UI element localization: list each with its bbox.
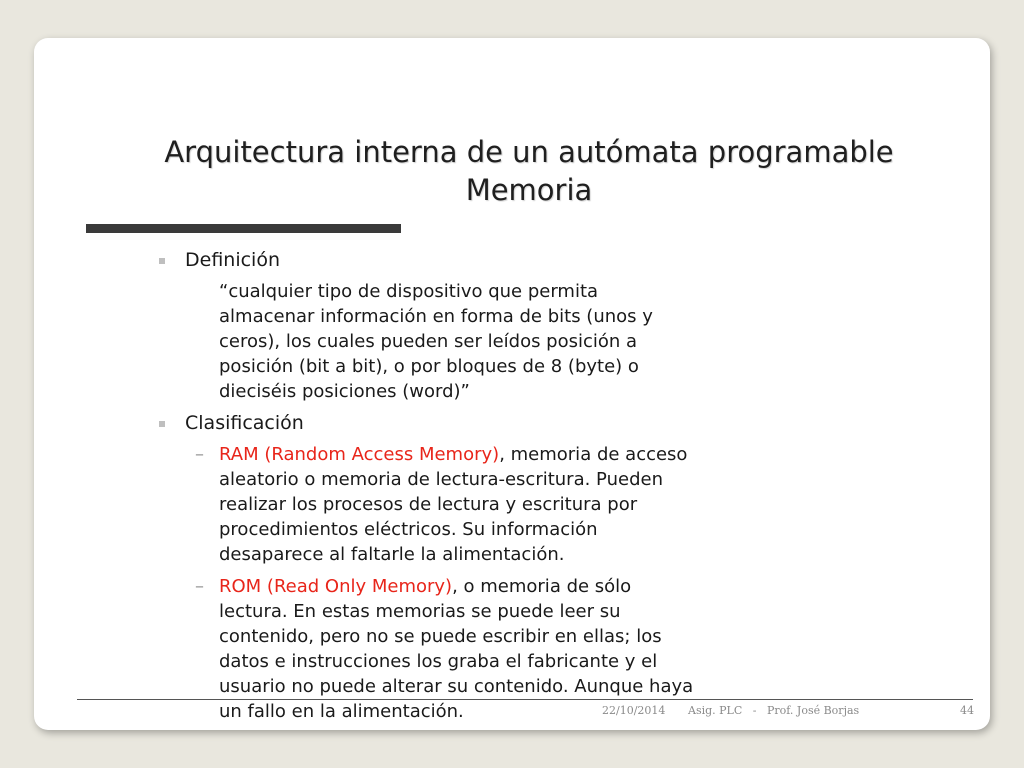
definition-text: “cualquier tipo de dispositivo que permita almacenar información en forma de bits (unos y ceros), los cuales pueden ser leídos posición a posición (bit a bit), o por bloques de 8 (byte) o dieciséis posiciones (word)” [219,281,653,402]
slide-title [114,133,944,209]
dash-bullet-icon: – [195,444,204,465]
title-line-2: Memoria [465,173,593,207]
sub-bullet-rom [195,574,699,724]
footer-divider [77,699,973,700]
bullet-label: Definición [185,249,280,271]
rom-term: ROM (Read Only Memory) [219,576,453,597]
bullet-label: Clasificación [185,412,304,434]
rom-description: , o memoria de sólo lectura. En estas memorias se puede leer su contenido, pero no se puede escribir en ellas; los datos e instrucciones los graba el fabricante y el usuario no puede alterar su contenido. Aunque haya un fallo en la alimentación. [219,576,694,722]
footer-date: 22/10/2014 [602,704,666,717]
slide [34,38,990,730]
sub-bullet-ram [195,442,699,567]
dash-bullet-icon: – [195,576,204,597]
ram-description: , memoria de acceso aleatorio o memoria de lectura-escritura. Pueden realizar los procesos de lectura y escritura por procedimientos eléctricos. Su información desaparece al faltarle la alimentación. [219,444,688,565]
square-bullet-icon [159,258,165,264]
title-underline-bar [86,224,401,233]
footer-course: Asig. PLC - Prof. José Borjas [688,704,860,717]
ram-term: RAM (Random Access Memory) [219,444,500,465]
bullet-definicion [185,248,990,273]
bullet-clasificacion [185,411,990,436]
footer-page-number: 44 [960,704,974,717]
slide-content [34,248,990,731]
square-bullet-icon [159,421,165,427]
title-line-1: Arquitectura interna de un autómata programable [164,135,894,169]
